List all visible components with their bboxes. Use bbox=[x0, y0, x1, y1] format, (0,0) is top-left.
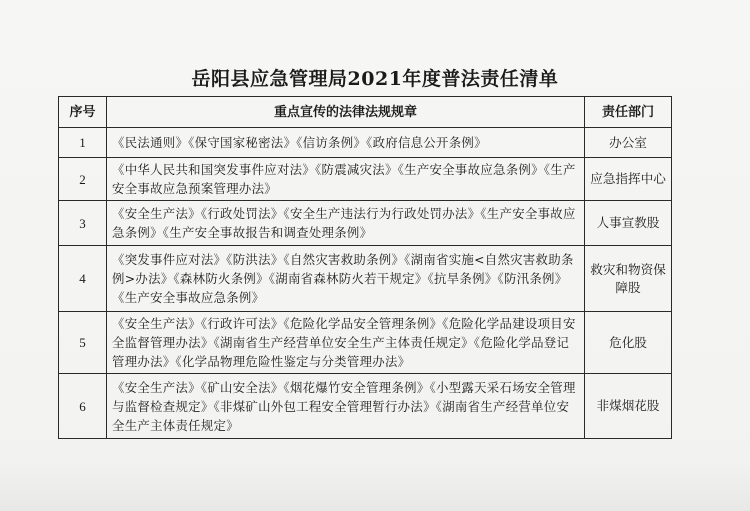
table-row bbox=[59, 246, 672, 312]
row-index: 3 bbox=[59, 201, 107, 246]
table-row bbox=[59, 128, 672, 158]
row-index: 1 bbox=[59, 128, 107, 158]
row-index: 6 bbox=[59, 374, 107, 439]
row-laws: 《安全生产法》《行政许可法》《危险化学品安全管理条例》《危险化学品建设项目安全监督管理办法》《湖南省生产经营单位安全生产主体责任规定》《危险化学品登记管理办法》《化学品物理危险性鉴定与分类管理办法》 bbox=[107, 312, 585, 374]
row-dept: 救灾和物资保障股 bbox=[585, 246, 672, 312]
row-dept: 人事宣教股 bbox=[585, 201, 672, 246]
table-row bbox=[59, 374, 672, 439]
row-dept: 办公室 bbox=[585, 128, 672, 158]
row-laws: 《安全生产法》《行政处罚法》《安全生产违法行为行政处罚办法》《生产安全事故应急条例》《生产安全事故报告和调查处理条例》 bbox=[107, 201, 585, 246]
header-index: 序号 bbox=[59, 97, 107, 128]
responsibility-table bbox=[58, 96, 672, 439]
table-row bbox=[59, 312, 672, 374]
row-laws: 《民法通则》《保守国家秘密法》《信访条例》《政府信息公开条例》 bbox=[107, 128, 585, 158]
row-laws: 《突发事件应对法》《防洪法》《自然灾害救助条例》《湖南省实施<自然灾害救助条例>办法》《森林防火条例》《湖南省森林防火若干规定》《抗旱条例》《防汛条例》《生产安全事故应急条例》 bbox=[107, 246, 585, 312]
row-dept: 非煤烟花股 bbox=[585, 374, 672, 439]
row-index: 4 bbox=[59, 246, 107, 312]
row-laws: 《中华人民共和国突发事件应对法》《防震减灾法》《生产安全事故应急条例》《生产安全事故应急预案管理办法》 bbox=[107, 158, 585, 201]
table-row bbox=[59, 201, 672, 246]
header-dept: 责任部门 bbox=[585, 97, 672, 128]
header-laws: 重点宣传的法律法规规章 bbox=[107, 97, 585, 128]
table-header-row bbox=[59, 97, 672, 128]
scan-shadow bbox=[0, 460, 750, 511]
row-index: 2 bbox=[59, 158, 107, 201]
document-title: 岳阳县应急管理局2021年度普法责任清单 bbox=[191, 68, 559, 90]
row-laws: 《安全生产法》《矿山安全法》《烟花爆竹安全管理条例》《小型露天采石场安全管理与监督检查规定》《非煤矿山外包工程安全管理暂行办法》《湖南省生产经营单位安全生产主体责任规定》 bbox=[107, 374, 585, 439]
row-index: 5 bbox=[59, 312, 107, 374]
row-dept: 应急指挥中心 bbox=[585, 158, 672, 201]
row-dept: 危化股 bbox=[585, 312, 672, 374]
table-row bbox=[59, 158, 672, 201]
